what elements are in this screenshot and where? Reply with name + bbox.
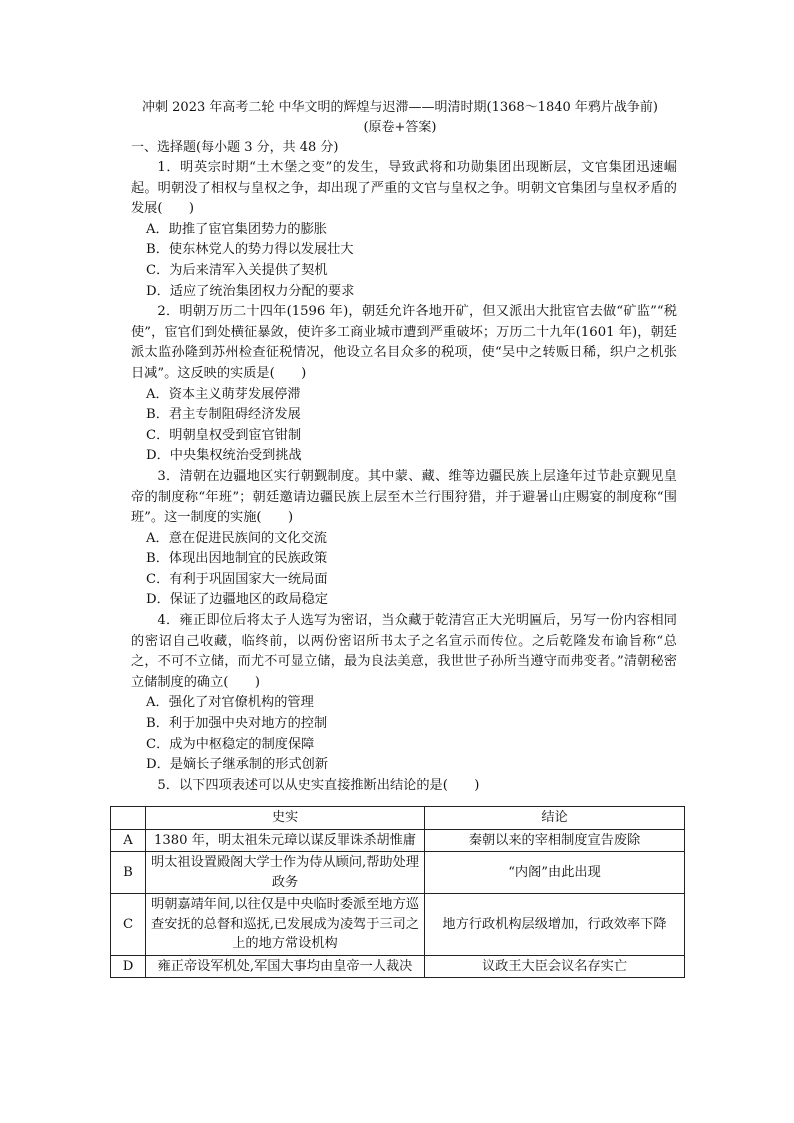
- section-heading: 一、选择题(每小题 3 分，共 48 分): [131, 140, 339, 155]
- option-c: C．为后来清军入关提供了契机: [146, 262, 328, 278]
- question-stem: 4．雍正即位后将太子人选写为密诏，当众藏于乾清宫正大光明匾后，另写一份内容相同的密诏自己收藏，临终前，以两份密诏所书太子之名宣示而传位。之后乾隆发布谕旨称“总之，不可不立储，而尤不可显立储，最为良法美意，我世世子孙所当遵守而弗变者。”清朝秘密立储制度的确立( ): [131, 613, 677, 690]
- table-row: [111, 955, 685, 978]
- row-label: D: [111, 955, 146, 978]
- option-a: A．强化了对官僚机构的管理: [146, 695, 314, 711]
- row-label: C: [111, 894, 146, 956]
- question-stem: 2．明朝万历二十四年(1596 年)，朝廷允许各地开矿，但又派出大批宦官去做“矿监”“税使”，宦官们到处横征暴敛，使许多工商业城市遭到严重破坏；万历二十九年(1601 年)，朝廷派太监孙隆到苏州检查征税情况，他设立名目众多的税项，使“吴中之转贩日稀，织户之机张日减”。这反映的实质是( ): [131, 304, 677, 381]
- table-row: [111, 894, 685, 956]
- option-d: D．是嫡长子继承制的形式创新: [146, 757, 329, 773]
- option-b: B．君主专制阻碍经济发展: [146, 407, 301, 423]
- fact-cell: 雍正帝设军机处,军国大事均由皇帝一人裁决: [146, 955, 425, 978]
- table-header-cell: 史实: [146, 807, 425, 830]
- option-a: A．意在促进民族间的文化交流: [146, 530, 327, 546]
- document-subtitle: (原卷+答案): [363, 120, 437, 135]
- table-header-cell: 结论: [425, 807, 685, 830]
- option-b: B．使东林党人的势力得以发展壮大: [146, 242, 354, 258]
- question-stem: 3．清朝在边疆地区实行朝觐制度。其中蒙、藏、维等边疆民族上层逢年过节赴京觐见皇帝的制度称“年班”；朝廷邀请边疆民族上层至木兰行围狩猎，并于避暑山庄赐宴的制度称“围班”。这一制度的实施( ): [131, 468, 677, 526]
- option-d: D．保证了边疆地区的政局稳定: [146, 592, 329, 608]
- question-stem: 1．明英宗时期“土木堡之变”的发生，导致武将和功勋集团出现断层，文官集团迅速崛起。明朝没了相权与皇权之争，却出现了严重的文官与皇权之争。明朝文官集团与皇权矛盾的发展( ): [131, 160, 677, 217]
- option-c: C．成为中枢稳定的制度保障: [146, 736, 315, 752]
- row-label: B: [111, 852, 146, 894]
- option-c: C．有利于巩固国家大一统局面: [146, 571, 328, 587]
- document-title: 冲刺 2023 年高考二轮 中华文明的辉煌与迟滞——明清时期(1368～1840 年鸦片战争前): [142, 100, 658, 115]
- question-4: [131, 611, 677, 776]
- fact-cell: 1380 年，明太祖朱元璋以谋反罪诛杀胡惟庸: [146, 829, 425, 852]
- fact-cell: 明朝嘉靖年间,以往仅是中央临时委派至地方巡查安抚的总督和巡抚,已发展成为凌驾于三司之上的地方常设机构: [146, 894, 425, 956]
- row-label: A: [111, 829, 146, 852]
- conclusion-cell: 地方行政机构层级增加，行政效率下降: [425, 894, 685, 956]
- option-b: B．利于加强中央对地方的控制: [146, 716, 328, 732]
- question-2: [131, 302, 677, 467]
- question-1: [131, 158, 677, 302]
- conclusion-cell: 秦朝以来的宰相制度宣告废除: [425, 829, 685, 852]
- table-header-cell: [111, 807, 146, 830]
- conclusion-cell: “内阁”由此出现: [425, 852, 685, 894]
- table-row: [111, 829, 685, 852]
- option-d: D．适应了统治集团权力分配的要求: [146, 283, 355, 299]
- table-row: [111, 852, 685, 894]
- option-a: A．助推了宦官集团势力的膨胀: [146, 221, 327, 237]
- questions-body: [131, 158, 677, 796]
- option-a: A．资本主义萌芽发展停滞: [146, 386, 301, 402]
- question-5: [131, 776, 677, 797]
- option-b: B．体现出因地制宜的民族政策: [146, 551, 328, 567]
- facts-conclusions-table: [110, 806, 685, 978]
- option-d: D．中央集权统治受到挑战: [146, 448, 302, 464]
- conclusion-cell: 议政王大臣会议名存实亡: [425, 955, 685, 978]
- question-stem: 5．以下四项表述可以从史实直接推断出结论的是( ): [157, 777, 480, 793]
- question-3: [131, 467, 677, 611]
- fact-cell: 明太祖设置殿阁大学士作为侍从顾问,帮助处理政务: [146, 852, 425, 894]
- table-header-row: [111, 807, 685, 830]
- option-c: C．明朝皇权受到宦官钳制: [146, 427, 302, 443]
